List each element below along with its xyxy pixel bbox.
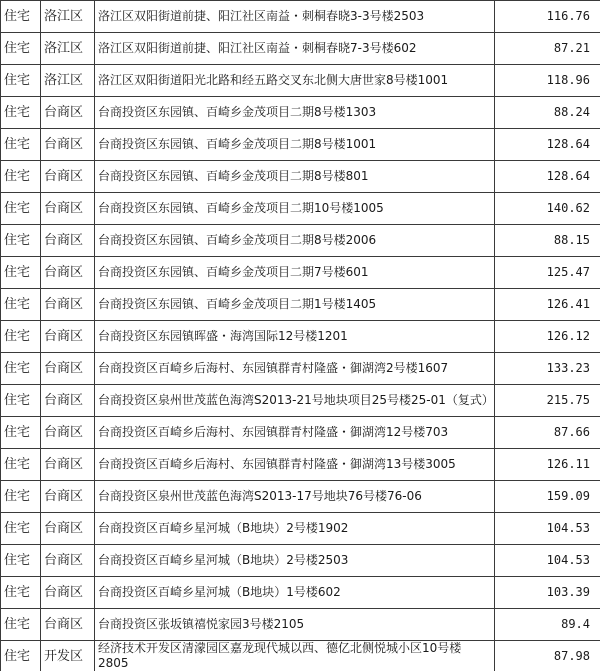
- area-cell: 116.76: [495, 1, 600, 33]
- type-cell: 住宅: [1, 385, 41, 417]
- table-row: [1, 225, 600, 257]
- district-cell: 台商区: [41, 481, 95, 513]
- area-cell: 133.23: [495, 353, 600, 385]
- type-cell: 住宅: [1, 609, 41, 641]
- address-cell: 台商投资区百崎乡星河城（B地块）1号楼602: [95, 577, 495, 609]
- type-cell: 住宅: [1, 193, 41, 225]
- area-cell: 118.96: [495, 65, 600, 97]
- address-cell: 台商投资区东园镇、百崎乡金茂项目二期8号楼801: [95, 161, 495, 193]
- district-cell: 台商区: [41, 513, 95, 545]
- address-cell: 台商投资区东园镇、百崎乡金茂项目二期10号楼1005: [95, 193, 495, 225]
- district-cell: 洛江区: [41, 1, 95, 33]
- type-cell: 住宅: [1, 97, 41, 129]
- address-cell: 台商投资区东园镇、百崎乡金茂项目二期8号楼2006: [95, 225, 495, 257]
- type-cell: 住宅: [1, 65, 41, 97]
- area-cell: 87.66: [495, 417, 600, 449]
- address-cell: 台商投资区百崎乡后海村、东园镇群青村隆盛・御湖湾13号楼3005: [95, 449, 495, 481]
- table-row: [1, 513, 600, 545]
- type-cell: 住宅: [1, 545, 41, 577]
- address-cell: 台商投资区百崎乡后海村、东园镇群青村隆盛・御湖湾2号楼1607: [95, 353, 495, 385]
- area-cell: 125.47: [495, 257, 600, 289]
- type-cell: 住宅: [1, 449, 41, 481]
- table-row: [1, 481, 600, 513]
- address-cell: 洛江区双阳街道前捷、阳江社区南益・刺桐春晓3-3号楼2503: [95, 1, 495, 33]
- address-cell: 台商投资区百崎乡星河城（B地块）2号楼1902: [95, 513, 495, 545]
- table-row: [1, 545, 600, 577]
- area-cell: 104.53: [495, 513, 600, 545]
- area-cell: 128.64: [495, 161, 600, 193]
- table-row: [1, 641, 600, 671]
- district-cell: 台商区: [41, 289, 95, 321]
- address-cell: 台商投资区张坂镇禧悦家园3号楼2105: [95, 609, 495, 641]
- table-row: [1, 417, 600, 449]
- type-cell: 住宅: [1, 33, 41, 65]
- address-cell: 台商投资区百崎乡星河城（B地块）2号楼2503: [95, 545, 495, 577]
- area-cell: 128.64: [495, 129, 600, 161]
- district-cell: 台商区: [41, 353, 95, 385]
- table-row: [1, 449, 600, 481]
- district-cell: 台商区: [41, 545, 95, 577]
- type-cell: 住宅: [1, 225, 41, 257]
- address-cell: 洛江区双阳街道阳光北路和经五路交叉东北侧大唐世家8号楼1001: [95, 65, 495, 97]
- type-cell: 住宅: [1, 481, 41, 513]
- district-cell: 台商区: [41, 225, 95, 257]
- district-cell: 台商区: [41, 449, 95, 481]
- address-cell: 台商投资区百崎乡后海村、东园镇群青村隆盛・御湖湾12号楼703: [95, 417, 495, 449]
- type-cell: 住宅: [1, 417, 41, 449]
- district-cell: 洛江区: [41, 33, 95, 65]
- area-cell: 89.4: [495, 609, 600, 641]
- type-cell: 住宅: [1, 353, 41, 385]
- table-row: [1, 353, 600, 385]
- address-cell: 台商投资区泉州世茂蓝色海湾S2013-21号地块项目25号楼25-01（复式）: [95, 385, 495, 417]
- district-cell: 台商区: [41, 417, 95, 449]
- area-cell: 159.09: [495, 481, 600, 513]
- table-body: [1, 1, 600, 671]
- table-row: [1, 33, 600, 65]
- district-cell: 台商区: [41, 161, 95, 193]
- area-cell: 87.21: [495, 33, 600, 65]
- table-row: [1, 65, 600, 97]
- district-cell: 台商区: [41, 609, 95, 641]
- table-row: [1, 257, 600, 289]
- table-row: [1, 321, 600, 353]
- district-cell: 台商区: [41, 97, 95, 129]
- address-cell: 台商投资区东园镇、百崎乡金茂项目二期1号楼1405: [95, 289, 495, 321]
- address-cell: 洛江区双阳街道前捷、阳江社区南益・刺桐春晓7-3号楼602: [95, 33, 495, 65]
- area-cell: 88.15: [495, 225, 600, 257]
- district-cell: 开发区: [41, 641, 95, 671]
- address-cell: 台商投资区东园镇、百崎乡金茂项目二期7号楼601: [95, 257, 495, 289]
- address-cell: 台商投资区东园镇、百崎乡金茂项目二期8号楼1001: [95, 129, 495, 161]
- area-cell: 88.24: [495, 97, 600, 129]
- district-cell: 台商区: [41, 385, 95, 417]
- type-cell: 住宅: [1, 641, 41, 671]
- table-row: [1, 161, 600, 193]
- type-cell: 住宅: [1, 577, 41, 609]
- area-cell: 126.11: [495, 449, 600, 481]
- table-row: [1, 385, 600, 417]
- district-cell: 台商区: [41, 129, 95, 161]
- district-cell: 台商区: [41, 193, 95, 225]
- table-row: [1, 609, 600, 641]
- type-cell: 住宅: [1, 513, 41, 545]
- type-cell: 住宅: [1, 289, 41, 321]
- address-cell: 经济技术开发区清濛园区嘉龙现代城以西、德亿北侧悦城小区10号楼2805: [95, 641, 495, 671]
- district-cell: 台商区: [41, 257, 95, 289]
- table-row: [1, 577, 600, 609]
- address-cell: 台商投资区东园镇、百崎乡金茂项目二期8号楼1303: [95, 97, 495, 129]
- district-cell: 台商区: [41, 321, 95, 353]
- type-cell: 住宅: [1, 129, 41, 161]
- district-cell: 洛江区: [41, 65, 95, 97]
- type-cell: 住宅: [1, 161, 41, 193]
- table-row: [1, 129, 600, 161]
- area-cell: 215.75: [495, 385, 600, 417]
- district-cell: 台商区: [41, 577, 95, 609]
- table-row: [1, 1, 600, 33]
- area-cell: 126.12: [495, 321, 600, 353]
- area-cell: 126.41: [495, 289, 600, 321]
- type-cell: 住宅: [1, 1, 41, 33]
- area-cell: 104.53: [495, 545, 600, 577]
- type-cell: 住宅: [1, 257, 41, 289]
- table-row: [1, 289, 600, 321]
- table-row: [1, 193, 600, 225]
- area-cell: 87.98: [495, 641, 600, 671]
- type-cell: 住宅: [1, 321, 41, 353]
- address-cell: 台商投资区泉州世茂蓝色海湾S2013-17号地块76号楼76-06: [95, 481, 495, 513]
- area-cell: 140.62: [495, 193, 600, 225]
- address-cell: 台商投资区东园镇晖盛・海湾国际12号楼1201: [95, 321, 495, 353]
- table-row: [1, 97, 600, 129]
- area-cell: 103.39: [495, 577, 600, 609]
